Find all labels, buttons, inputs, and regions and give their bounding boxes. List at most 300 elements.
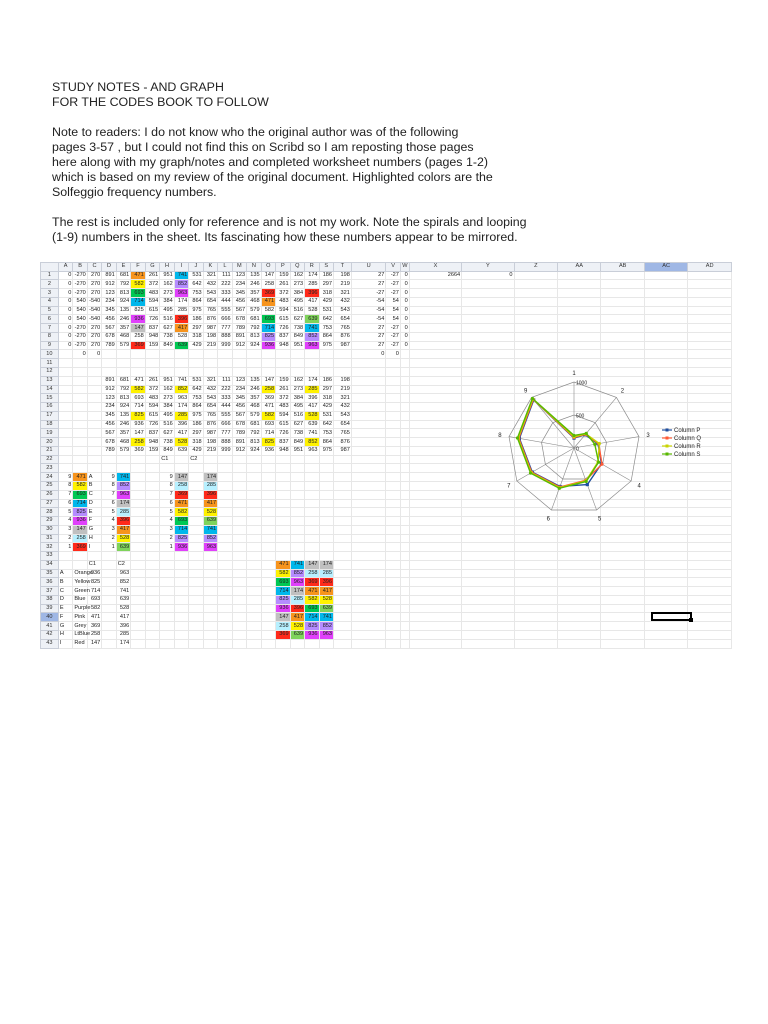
sheet-cell[interactable]: 714	[131, 297, 145, 306]
sheet-cell[interactable]: 714	[261, 324, 275, 333]
sheet-cell[interactable]: 471	[87, 613, 101, 622]
sheet-cell[interactable]	[400, 534, 409, 543]
sheet-cell[interactable]: 825	[87, 578, 101, 587]
sheet-cell[interactable]	[462, 604, 514, 613]
sheet-cell[interactable]	[644, 324, 687, 333]
sheet-cell[interactable]: 789	[102, 446, 116, 455]
sheet-cell[interactable]	[218, 534, 232, 543]
sheet-cell[interactable]	[334, 350, 352, 359]
sheet-cell[interactable]	[131, 543, 145, 552]
sheet-cell[interactable]	[145, 481, 159, 490]
sheet-cell[interactable]: 219	[203, 446, 217, 455]
row-header[interactable]: 4	[41, 297, 59, 306]
sheet-cell[interactable]	[409, 438, 461, 447]
sheet-cell[interactable]	[160, 560, 174, 569]
sheet-cell[interactable]: -27	[386, 271, 400, 280]
sheet-cell[interactable]: 813	[247, 438, 261, 447]
sheet-cell[interactable]	[688, 604, 732, 613]
sheet-cell[interactable]: 582	[131, 280, 145, 289]
sheet-cell[interactable]: Red	[73, 639, 87, 648]
sheet-cell[interactable]: 8	[58, 481, 72, 490]
sheet-cell[interactable]: 159	[145, 446, 159, 455]
sheet-cell[interactable]: C1	[160, 455, 174, 464]
sheet-cell[interactable]	[409, 543, 461, 552]
sheet-cell[interactable]	[386, 368, 400, 377]
sheet-cell[interactable]: 261	[276, 385, 290, 394]
sheet-cell[interactable]: 741	[174, 271, 188, 280]
sheet-cell[interactable]	[290, 639, 304, 648]
sheet-cell[interactable]	[218, 350, 232, 359]
sheet-cell[interactable]: 615	[276, 420, 290, 429]
sheet-cell[interactable]	[218, 499, 232, 508]
sheet-cell[interactable]: 864	[189, 297, 203, 306]
sheet-cell[interactable]: 582	[131, 385, 145, 394]
sheet-cell[interactable]	[203, 560, 217, 569]
sheet-cell[interactable]	[462, 587, 514, 596]
sheet-cell[interactable]	[203, 569, 217, 578]
sheet-cell[interactable]	[400, 613, 409, 622]
sheet-cell[interactable]	[145, 368, 159, 377]
sheet-cell[interactable]: 627	[160, 429, 174, 438]
sheet-cell[interactable]	[189, 560, 203, 569]
sheet-cell[interactable]: 936	[174, 543, 188, 552]
sheet-cell[interactable]	[247, 464, 261, 473]
sheet-cell[interactable]	[189, 569, 203, 578]
sheet-cell[interactable]	[290, 534, 304, 543]
sheet-cell[interactable]	[116, 359, 130, 368]
sheet-cell[interactable]	[218, 587, 232, 596]
sheet-cell[interactable]	[351, 438, 386, 447]
sheet-cell[interactable]: 693	[305, 604, 319, 613]
sheet-cell[interactable]: 468	[116, 438, 130, 447]
sheet-cell[interactable]	[73, 359, 87, 368]
sheet-cell[interactable]: -27	[386, 280, 400, 289]
sheet-cell[interactable]	[386, 613, 400, 622]
sheet-cell[interactable]	[400, 622, 409, 631]
sheet-cell[interactable]	[644, 341, 687, 350]
sheet-cell[interactable]: -540	[89, 307, 101, 314]
sheet-cell[interactable]	[601, 324, 644, 333]
sheet-cell[interactable]	[409, 578, 461, 587]
sheet-cell[interactable]	[409, 473, 461, 482]
sheet-cell[interactable]: 258	[87, 630, 101, 639]
sheet-cell[interactable]	[386, 560, 400, 569]
sheet-cell[interactable]: 912	[102, 280, 116, 289]
sheet-cell[interactable]	[558, 280, 601, 289]
row-header[interactable]: 10	[41, 350, 59, 359]
sheet-cell[interactable]: 456	[232, 403, 246, 412]
sheet-cell[interactable]	[688, 332, 732, 341]
sheet-cell[interactable]	[351, 464, 386, 473]
sheet-cell[interactable]	[558, 552, 601, 561]
sheet-cell[interactable]: 975	[319, 446, 333, 455]
sheet-cell[interactable]	[261, 534, 275, 543]
sheet-cell[interactable]	[688, 569, 732, 578]
sheet-cell[interactable]: 516	[290, 411, 304, 420]
sheet-cell[interactable]	[145, 350, 159, 359]
sheet-cell[interactable]: 1	[160, 543, 174, 552]
sheet-cell[interactable]	[247, 569, 261, 578]
sheet-cell[interactable]: 432	[334, 403, 352, 412]
sheet-cell[interactable]: 219	[334, 385, 352, 394]
sheet-cell[interactable]	[73, 394, 87, 403]
sheet-cell[interactable]: 579	[116, 341, 130, 350]
sheet-cell[interactable]	[102, 630, 116, 639]
sheet-cell[interactable]: 135	[247, 376, 261, 385]
sheet-cell[interactable]: 174	[305, 271, 319, 280]
sheet-cell[interactable]: 0	[58, 297, 72, 306]
sheet-cell[interactable]	[261, 481, 275, 490]
sheet-cell[interactable]	[102, 560, 116, 569]
sheet-cell[interactable]: 9	[160, 473, 174, 482]
sheet-cell[interactable]	[145, 499, 159, 508]
sheet-cell[interactable]	[462, 552, 514, 561]
sheet-cell[interactable]: D	[58, 595, 72, 604]
sheet-cell[interactable]	[601, 630, 644, 639]
sheet-cell[interactable]	[131, 569, 145, 578]
sheet-cell[interactable]: G	[87, 525, 101, 534]
sheet-cell[interactable]: 582	[305, 595, 319, 604]
sheet-cell[interactable]	[558, 578, 601, 587]
sheet-cell[interactable]: -270	[74, 324, 86, 331]
sheet-cell[interactable]: 261	[276, 280, 290, 289]
sheet-cell[interactable]	[400, 499, 409, 508]
sheet-cell[interactable]	[218, 517, 232, 526]
sheet-cell[interactable]: 654	[334, 420, 352, 429]
sheet-cell[interactable]: 417	[305, 297, 319, 306]
sheet-cell[interactable]	[247, 473, 261, 482]
sheet-cell[interactable]: 396	[290, 604, 304, 613]
sheet-cell[interactable]: 273	[160, 289, 174, 298]
sheet-cell[interactable]	[514, 534, 557, 543]
sheet-cell[interactable]	[290, 350, 304, 359]
sheet-cell[interactable]	[218, 359, 232, 368]
sheet-cell[interactable]	[644, 289, 687, 298]
sheet-cell[interactable]	[145, 622, 159, 631]
sheet-cell[interactable]	[386, 446, 400, 455]
sheet-cell[interactable]	[102, 455, 116, 464]
sheet-cell[interactable]: -54	[351, 297, 386, 306]
sheet-cell[interactable]	[558, 543, 601, 552]
sheet-cell[interactable]: 936	[276, 604, 290, 613]
sheet-cell[interactable]: 483	[276, 403, 290, 412]
sheet-cell[interactable]: Purple	[74, 605, 91, 612]
sheet-cell[interactable]	[131, 473, 145, 482]
sheet-cell[interactable]	[386, 411, 400, 420]
sheet-cell[interactable]: 417	[319, 587, 333, 596]
sheet-cell[interactable]: 825	[73, 508, 87, 517]
sheet-cell[interactable]	[386, 543, 400, 552]
sheet-cell[interactable]: 579	[247, 411, 261, 420]
row-header[interactable]: 39	[41, 604, 59, 613]
sheet-cell[interactable]	[261, 464, 275, 473]
sheet-cell[interactable]	[334, 490, 352, 499]
sheet-cell[interactable]	[558, 297, 601, 306]
sheet-cell[interactable]	[247, 517, 261, 526]
sheet-cell[interactable]	[232, 517, 246, 526]
sheet-cell[interactable]: 6	[160, 499, 174, 508]
sheet-cell[interactable]: 693	[131, 394, 145, 403]
column-header[interactable]: U	[351, 263, 386, 272]
sheet-cell[interactable]	[276, 473, 290, 482]
sheet-cell[interactable]	[386, 552, 400, 561]
sheet-cell[interactable]	[87, 429, 101, 438]
sheet-cell[interactable]: 825	[131, 306, 145, 315]
column-header[interactable]: P	[276, 263, 290, 272]
sheet-cell[interactable]	[386, 630, 400, 639]
column-header[interactable]: R	[305, 263, 319, 272]
sheet-cell[interactable]	[145, 569, 159, 578]
sheet-cell[interactable]	[386, 376, 400, 385]
sheet-cell[interactable]: 273	[160, 394, 174, 403]
sheet-cell[interactable]	[145, 578, 159, 587]
sheet-cell[interactable]	[160, 578, 174, 587]
sheet-cell[interactable]	[174, 613, 188, 622]
sheet-cell[interactable]	[247, 455, 261, 464]
sheet-cell[interactable]	[261, 587, 275, 596]
sheet-cell[interactable]: I	[87, 543, 101, 552]
sheet-cell[interactable]: 135	[116, 411, 130, 420]
sheet-cell[interactable]	[174, 368, 188, 377]
sheet-cell[interactable]: 639	[305, 420, 319, 429]
column-header[interactable]: V	[386, 263, 400, 272]
sheet-cell[interactable]	[305, 525, 319, 534]
sheet-cell[interactable]	[400, 446, 409, 455]
sheet-cell[interactable]	[189, 359, 203, 368]
sheet-cell[interactable]	[558, 630, 601, 639]
sheet-cell[interactable]	[232, 499, 246, 508]
sheet-cell[interactable]	[145, 473, 159, 482]
sheet-cell[interactable]	[145, 587, 159, 596]
sheet-cell[interactable]	[601, 271, 644, 280]
sheet-cell[interactable]: 741	[305, 324, 319, 333]
sheet-cell[interactable]: 396	[116, 622, 130, 631]
sheet-cell[interactable]	[409, 403, 461, 412]
sheet-cell[interactable]	[351, 630, 386, 639]
sheet-cell[interactable]: 582	[261, 306, 275, 315]
sheet-cell[interactable]: 642	[319, 315, 333, 324]
sheet-cell[interactable]	[688, 297, 732, 306]
sheet-cell[interactable]	[218, 508, 232, 517]
sheet-cell[interactable]: 876	[203, 420, 217, 429]
column-header[interactable]: L	[218, 263, 232, 272]
sheet-cell[interactable]: 789	[102, 341, 116, 350]
sheet-cell[interactable]: 582	[174, 508, 188, 517]
sheet-cell[interactable]	[319, 481, 333, 490]
sheet-cell[interactable]	[409, 315, 461, 324]
sheet-cell[interactable]: 0	[400, 315, 409, 324]
sheet-cell[interactable]: 765	[334, 429, 352, 438]
sheet-cell[interactable]	[386, 534, 400, 543]
sheet-cell[interactable]	[351, 525, 386, 534]
sheet-cell[interactable]	[189, 350, 203, 359]
sheet-cell[interactable]	[409, 350, 461, 359]
sheet-cell[interactable]	[409, 429, 461, 438]
sheet-cell[interactable]: 384	[160, 403, 174, 412]
sheet-cell[interactable]	[644, 271, 687, 280]
sheet-cell[interactable]	[189, 552, 203, 561]
sheet-cell[interactable]: 198	[203, 332, 217, 341]
sheet-cell[interactable]	[334, 630, 352, 639]
sheet-cell[interactable]: 285	[290, 595, 304, 604]
row-header[interactable]: 36	[41, 578, 59, 587]
sheet-cell[interactable]	[145, 359, 159, 368]
sheet-cell[interactable]	[514, 543, 557, 552]
sheet-cell[interactable]	[131, 350, 145, 359]
sheet-cell[interactable]	[514, 595, 557, 604]
sheet-cell[interactable]: 0	[400, 324, 409, 333]
sheet-cell[interactable]	[218, 613, 232, 622]
sheet-cell[interactable]	[462, 289, 514, 298]
sheet-cell[interactable]: 7	[160, 490, 174, 499]
sheet-cell[interactable]: 912	[102, 385, 116, 394]
column-header[interactable]: E	[116, 263, 130, 272]
sheet-cell[interactable]: 792	[247, 429, 261, 438]
sheet-cell[interactable]	[351, 604, 386, 613]
sheet-cell[interactable]: -270	[74, 342, 86, 349]
sheet-cell[interactable]: H	[87, 534, 101, 543]
sheet-cell[interactable]	[290, 473, 304, 482]
sheet-cell[interactable]: 888	[218, 438, 232, 447]
sheet-cell[interactable]: 738	[160, 332, 174, 341]
sheet-cell[interactable]	[558, 306, 601, 315]
sheet-cell[interactable]: 666	[218, 420, 232, 429]
sheet-cell[interactable]: 714	[73, 499, 87, 508]
sheet-cell[interactable]	[409, 455, 461, 464]
sheet-cell[interactable]	[145, 604, 159, 613]
sheet-cell[interactable]	[386, 525, 400, 534]
sheet-cell[interactable]	[160, 464, 174, 473]
sheet-cell[interactable]	[400, 595, 409, 604]
sheet-cell[interactable]: 528	[319, 595, 333, 604]
sheet-cell[interactable]	[174, 455, 188, 464]
sheet-cell[interactable]	[87, 376, 101, 385]
sheet-cell[interactable]	[409, 446, 461, 455]
sheet-cell[interactable]: 528	[290, 622, 304, 631]
sheet-cell[interactable]	[462, 630, 514, 639]
sheet-cell[interactable]: 234	[232, 280, 246, 289]
sheet-cell[interactable]: 627	[290, 420, 304, 429]
sheet-cell[interactable]: 123	[102, 394, 116, 403]
sheet-cell[interactable]: 357	[116, 429, 130, 438]
sheet-cell[interactable]	[319, 350, 333, 359]
sheet-cell[interactable]: 789	[232, 324, 246, 333]
sheet-cell[interactable]: 384	[290, 289, 304, 298]
sheet-cell[interactable]: 825	[131, 411, 145, 420]
sheet-cell[interactable]: 357	[116, 324, 130, 333]
sheet-cell[interactable]	[247, 490, 261, 499]
sheet-cell[interactable]: 495	[160, 411, 174, 420]
sheet-cell[interactable]	[400, 411, 409, 420]
sheet-cell[interactable]: 270	[87, 341, 101, 350]
sheet-cell[interactable]	[174, 464, 188, 473]
row-header[interactable]: 33	[41, 552, 59, 561]
sheet-cell[interactable]: 369	[131, 446, 145, 455]
sheet-cell[interactable]	[558, 341, 601, 350]
sheet-cell[interactable]	[131, 490, 145, 499]
sheet-cell[interactable]	[102, 569, 116, 578]
sheet-cell[interactable]: 321	[203, 271, 217, 280]
sheet-cell[interactable]	[261, 508, 275, 517]
sheet-cell[interactable]: 432	[334, 297, 352, 306]
sheet-cell[interactable]	[102, 350, 116, 359]
sheet-cell[interactable]: 174	[319, 560, 333, 569]
sheet-cell[interactable]: 714	[261, 429, 275, 438]
sheet-cell[interactable]: 417	[116, 525, 130, 534]
sheet-cell[interactable]	[276, 534, 290, 543]
sheet-cell[interactable]: 891	[232, 438, 246, 447]
sheet-cell[interactable]	[351, 595, 386, 604]
sheet-cell[interactable]	[409, 604, 461, 613]
sheet-cell[interactable]: 495	[290, 403, 304, 412]
sheet-cell[interactable]	[174, 622, 188, 631]
sheet-cell[interactable]: 246	[116, 420, 130, 429]
sheet-cell[interactable]	[351, 455, 386, 464]
sheet-cell[interactable]	[145, 517, 159, 526]
sheet-cell[interactable]: 0	[58, 315, 72, 324]
sheet-cell[interactable]: 852	[116, 578, 130, 587]
sheet-cell[interactable]	[514, 297, 557, 306]
sheet-cell[interactable]	[290, 525, 304, 534]
sheet-cell[interactable]	[189, 604, 203, 613]
sheet-cell[interactable]	[644, 315, 687, 324]
sheet-cell[interactable]: 543	[203, 289, 217, 298]
sheet-cell[interactable]: 261	[145, 376, 159, 385]
sheet-cell[interactable]: 891	[232, 332, 246, 341]
sheet-cell[interactable]: 849	[160, 446, 174, 455]
sheet-cell[interactable]	[247, 552, 261, 561]
sheet-cell[interactable]	[145, 525, 159, 534]
row-header[interactable]: 42	[41, 630, 59, 639]
sheet-cell[interactable]	[351, 622, 386, 631]
sheet-cell[interactable]: 639	[305, 315, 319, 324]
sheet-cell[interactable]	[189, 630, 203, 639]
sheet-cell[interactable]	[409, 525, 461, 534]
sheet-cell[interactable]: 396	[174, 420, 188, 429]
sheet-cell[interactable]	[261, 622, 275, 631]
sheet-cell[interactable]: 246	[116, 315, 130, 324]
sheet-cell[interactable]: A	[58, 569, 72, 578]
sheet-cell[interactable]	[261, 499, 275, 508]
sheet-cell[interactable]: 594	[276, 306, 290, 315]
sheet-cell[interactable]	[145, 490, 159, 499]
sheet-cell[interactable]: 837	[145, 324, 159, 333]
sheet-cell[interactable]: 738	[160, 438, 174, 447]
sheet-cell[interactable]	[305, 490, 319, 499]
sheet-cell[interactable]	[116, 464, 130, 473]
sheet-cell[interactable]	[145, 455, 159, 464]
row-header[interactable]: 25	[41, 481, 59, 490]
sheet-cell[interactable]: 528	[174, 438, 188, 447]
sheet-cell[interactable]: 1	[102, 543, 116, 552]
sheet-cell[interactable]: 297	[319, 385, 333, 394]
sheet-cell[interactable]: 27	[351, 271, 386, 280]
row-header[interactable]: 12	[41, 368, 59, 377]
sheet-cell[interactable]: 516	[160, 315, 174, 324]
sheet-cell[interactable]: 54	[386, 297, 400, 306]
sheet-cell[interactable]: 345	[102, 306, 116, 315]
sheet-cell[interactable]	[73, 560, 87, 569]
sheet-cell[interactable]	[462, 595, 514, 604]
sheet-cell[interactable]	[334, 368, 352, 377]
sheet-cell[interactable]: 777	[218, 324, 232, 333]
sheet-cell[interactable]	[400, 587, 409, 596]
sheet-cell[interactable]: 429	[189, 446, 203, 455]
sheet-cell[interactable]	[400, 394, 409, 403]
sheet-cell[interactable]	[87, 368, 101, 377]
sheet-cell[interactable]	[601, 639, 644, 648]
sheet-cell[interactable]	[218, 473, 232, 482]
